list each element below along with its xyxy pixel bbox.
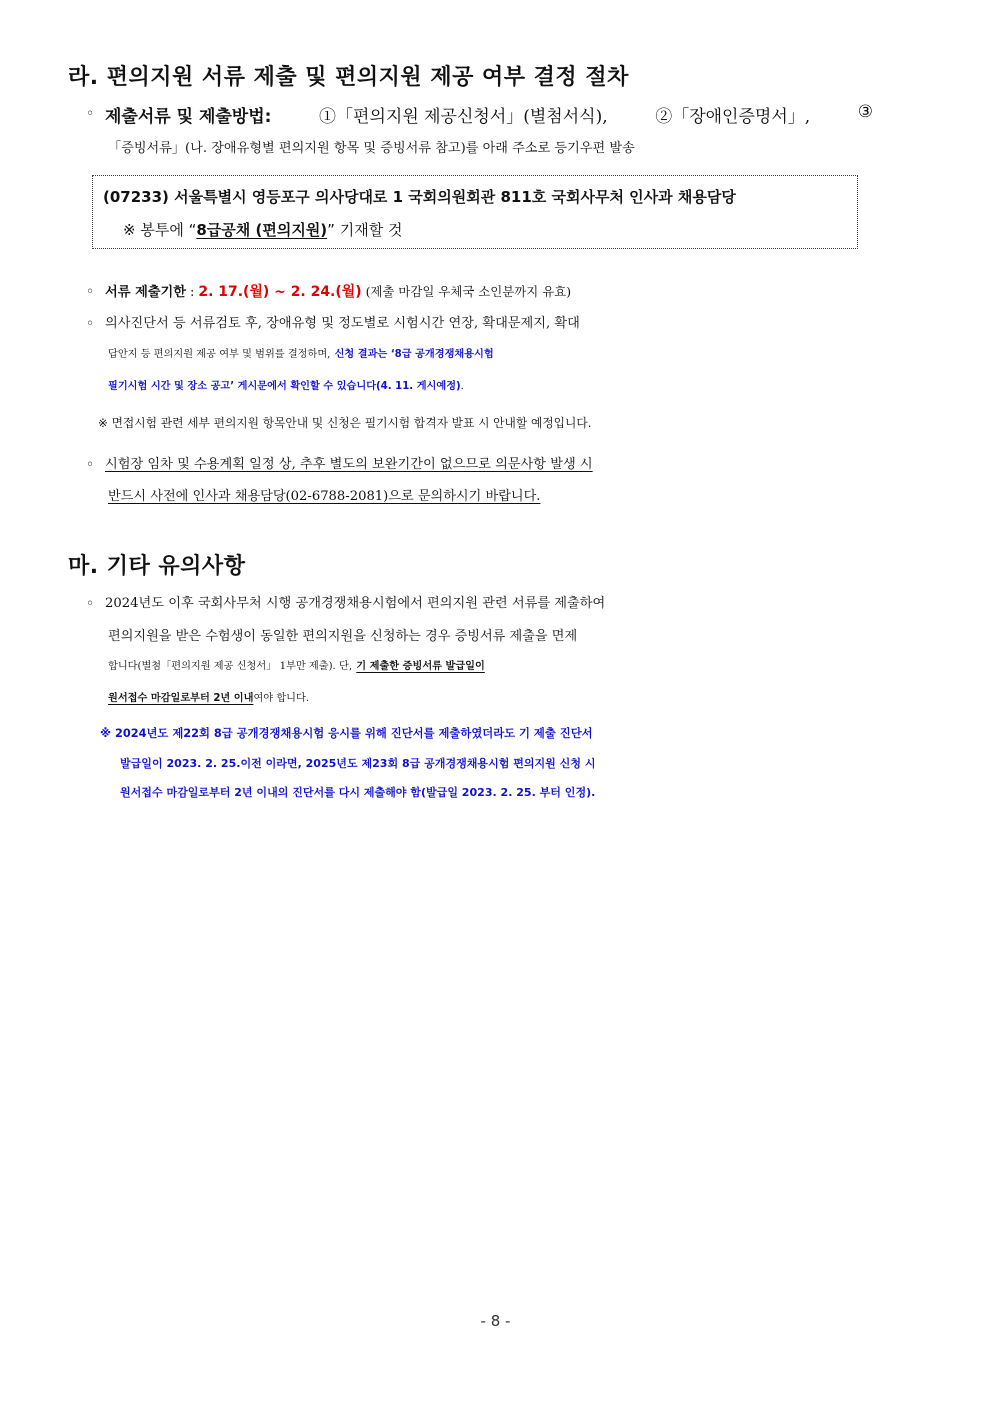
notice-line3 <box>108 657 991 673</box>
review-line2-blue: 신청 결과는 ‘8급 공개경쟁채용시험 <box>334 349 494 360</box>
deadline-value: 2. 17.(월) ~ 2. 24.(월) <box>198 284 362 300</box>
submit-docs-line2: 「증빙서류」(나. 장애유형별 편의지원 항목 및 증빙서류 참고)를 아래 주소로 등기우편 발송 <box>108 141 635 156</box>
deadline-label: 서류 제출기한 <box>105 285 187 300</box>
envelope-note <box>123 219 402 240</box>
interview-note: ※ 면접시험 관련 세부 편의지원 항목안내 및 신청은 필기시험 합격자 발표 시 안내할 예정입니다. <box>98 416 592 430</box>
bullet: ◦ <box>86 284 95 300</box>
notice-line3-plain: 합니다(별첨「편의지원 제공 신청서」 1부만 제출). 단, <box>108 661 353 672</box>
notice-line2: 편의지원을 받은 수험생이 동일한 편의지원을 신청하는 경우 증빙서류 제출을 면제 <box>108 629 578 644</box>
colon: : <box>189 285 195 300</box>
envelope-prefix: ※ 봉투에 “ <box>123 221 197 239</box>
section-heading-ma: 마. 기타 유의사항 <box>68 554 246 579</box>
doc-item-2: ②「장애인증명서」, <box>655 107 811 127</box>
diagnosis-note-line3: 원서접수 마감일로부터 2년 이내의 진단서를 다시 제출해야 함(발급일 2023. 2. 25. 부터 인정). <box>120 786 596 799</box>
page-number: - 8 - <box>480 1312 511 1330</box>
section-heading-ra: 라. 편의지원 서류 제출 및 편의지원 제공 여부 결정 절차 <box>68 65 629 90</box>
submit-docs-line <box>105 102 873 127</box>
notice-line4-bold: 원서접수 마감일로부터 2년 이내 <box>108 693 254 704</box>
review-line2-plain: 답안지 등 편의지원 제공 여부 및 범위를 결정하며, <box>108 349 331 360</box>
doc-item-3-num: ③ <box>857 102 873 122</box>
contact-line2: 반드시 사전에 인사과 채용담당(02-6788-2081)으로 문의하시기 바랍니다. <box>108 489 541 504</box>
colon: : <box>264 107 272 127</box>
doc-item-1: ①「편의지원 제공신청서」(별첨서식), <box>319 107 608 127</box>
notice-line3-bold: 기 제출한 증빙서류 발급일이 <box>356 661 485 672</box>
bullet: ◦ <box>86 106 95 122</box>
review-line2 <box>108 345 991 361</box>
bullet: ◦ <box>86 596 95 612</box>
deadline-line <box>105 280 991 300</box>
envelope-mark: 8급공채 (편의지원) <box>196 221 328 239</box>
bullet: ◦ <box>86 316 95 332</box>
diagnosis-note-line2: 발급일이 2023. 2. 25.이전 이라면, 2025년도 제23회 8급 공개경쟁채용시험 편의지원 신청 시 <box>120 757 596 770</box>
notice-line1: 2024년도 이후 국회사무처 시행 공개경쟁채용시험에서 편의지원 관련 서류를 제출하여 <box>105 596 606 611</box>
notice-line4-end: 여야 합니다. <box>253 693 310 704</box>
submit-docs-label: 제출서류 및 제출방법 <box>105 107 265 127</box>
diagnosis-note-line1: ※ 2024년도 제22회 8급 공개경쟁채용시험 응시를 위해 진단서를 제출하였더라도 기 제출 진단서 <box>100 726 593 740</box>
address-box <box>92 175 858 249</box>
envelope-suffix: ” 기재할 것 <box>327 221 403 239</box>
notice-line4 <box>108 689 991 705</box>
address-text: (07233) 서울특별시 영등포구 의사당대로 1 국회의원회관 811호 국회사무처 인사과 채용담당 <box>103 188 736 206</box>
review-line3 <box>108 377 991 393</box>
deadline-note: (제출 마감일 우체국 소인분까지 유효) <box>365 284 572 299</box>
bullet: ◦ <box>86 457 95 473</box>
contact-line1: 시험장 임차 및 수용계획 일정 상, 추후 별도의 보완기간이 없으므로 의문사항 발생 시 <box>105 457 593 472</box>
review-line1: 의사진단서 등 서류검토 후, 장애유형 및 정도별로 시험시간 연장, 확대문제지, 확대 <box>105 316 580 331</box>
review-line3-end: . <box>460 381 464 392</box>
review-line3-blue: 필기시험 시간 및 장소 공고’ 게시문에서 확인할 수 있습니다(4. 11. 게시예정) <box>108 381 461 392</box>
